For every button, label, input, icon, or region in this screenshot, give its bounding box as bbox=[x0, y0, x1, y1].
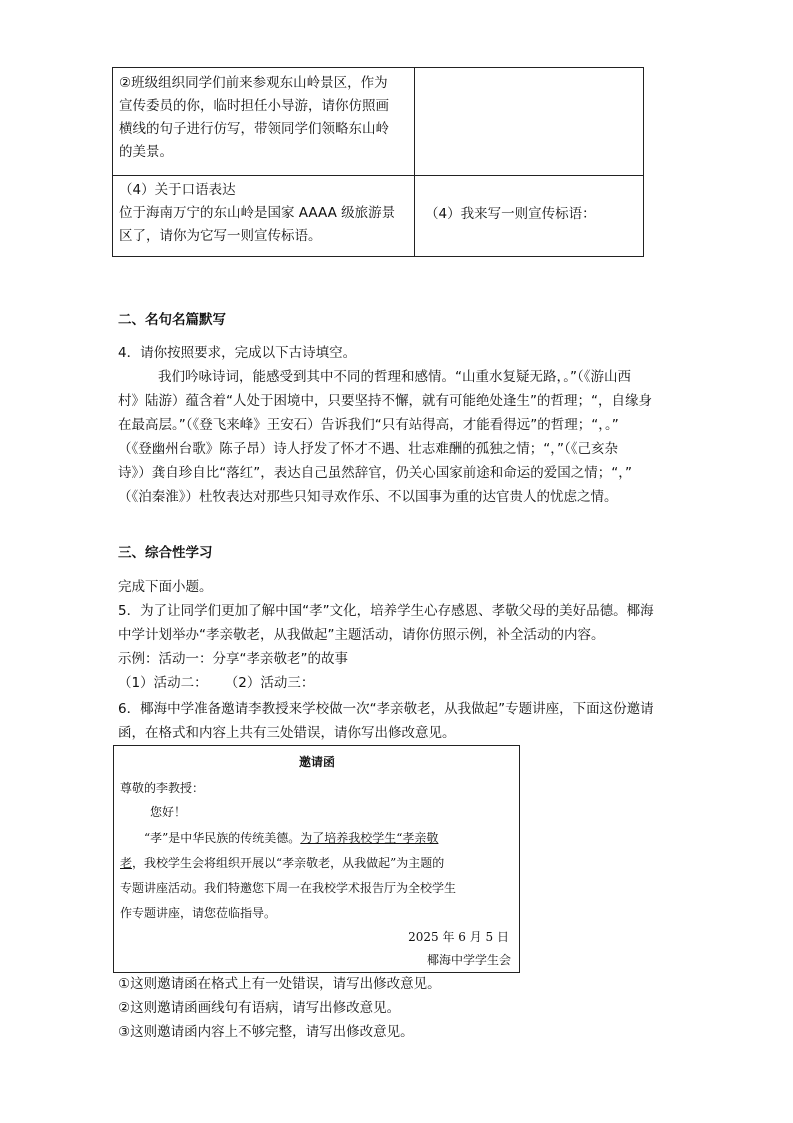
q4-line: 在最高层。”（《登飞来峰》王安石）告诉我们“只有站得高，才能看得远”的哲理；“，。” bbox=[118, 417, 619, 433]
q5-line: 5．为了让同学们更加了解中国“孝”文化，培养学生心存感恩、孝敬父母的美好品德。椰海 bbox=[118, 603, 654, 619]
section2-heading: 二、名句名篇默写 bbox=[118, 312, 226, 328]
table-row2-line: 区了，请你为它写一则宣传标语。 bbox=[119, 228, 322, 244]
table-row2-line: 位于海南万宁的东山岭是国家 AAAA 级旅游景 bbox=[119, 205, 396, 221]
table-row1-line: 的美景。 bbox=[119, 144, 173, 160]
q6-subquestion: ③这则邀请函内容上不够完整，请写出修改意见。 bbox=[118, 1024, 414, 1040]
letter-underlined-sentence: 为了培养我校学生“孝亲敬 bbox=[300, 831, 439, 845]
q4-line: 村》陆游）蕴含着“人处于困境中，只要坚持不懈，就有可能绝处逢生”的哲理；“，自缘身 bbox=[118, 393, 652, 409]
table-row2-left bbox=[119, 179, 395, 248]
table-row2-line: （4）关于口语表达 bbox=[119, 182, 236, 198]
letter-date: 2025 年 6 月 5 日 bbox=[408, 930, 509, 944]
q5-activities: （1）活动二： （2）活动三： bbox=[118, 675, 315, 691]
letter-body-line: 作专题讲座，请您莅临指导。 bbox=[120, 906, 277, 920]
q4-line: （《泊秦淮》）杜牧表达对那些只知寻欢作乐、不以国事为重的达官贵人的忧虑之情。 bbox=[118, 489, 618, 505]
table-row2-right: （4）我来写一则宣传标语： bbox=[425, 206, 596, 222]
q6-line: 函，在格式和内容上共有三处错误，请你写出修改意见。 bbox=[118, 725, 456, 741]
letter-body-line: 专题讲座活动。我们特邀您下周一在我校学术报告厅为全校学生 bbox=[120, 881, 457, 895]
letter-body1-text: “孝”是中华民族的传统美德。 bbox=[144, 831, 301, 845]
letter-greeting: 尊敬的李教授： bbox=[120, 781, 205, 795]
q6-subquestion: ①这则邀请函在格式上有一处错误，请写出修改意见。 bbox=[118, 976, 441, 992]
section3-intro: 完成下面小题。 bbox=[118, 579, 213, 595]
question-table bbox=[112, 67, 644, 257]
section3-heading: 三、综合性学习 bbox=[118, 545, 213, 561]
table-row1-line: ②班级组织同学们前来参观东山岭景区，作为 bbox=[119, 75, 388, 91]
q6-line: 6．椰海中学准备邀请李教授来学校做一次“孝亲敬老，从我做起”专题讲座，下面这份邀请 bbox=[118, 701, 654, 717]
table-divider-horizontal bbox=[113, 175, 643, 176]
letter-underlined-sentence-end: 老 bbox=[120, 856, 133, 870]
q6-subquestion: ②这则邀请函画线句有语病，请写出修改意见。 bbox=[118, 1000, 401, 1016]
q4-line: 我们吟咏诗词，能感受到其中不同的哲理和感情。“山重水复疑无路，。”（《游山西 bbox=[158, 369, 631, 385]
q5-line: 中学计划举办“孝亲敬老，从我做起”主题活动，请你仿照示例，补全活动的内容。 bbox=[118, 627, 605, 643]
letter-signature: 椰海中学学生会 bbox=[426, 953, 511, 967]
q4-title: 4．请你按照要求，完成以下古诗填空。 bbox=[118, 345, 357, 361]
table-row1-line: 横线的句子进行仿写，带领同学们领略东山岭 bbox=[119, 121, 389, 137]
q4-line: （《登幽州台歌》陈子昂）诗人抒发了怀才不遇、壮志难酬的孤独之情；“，”（《己亥杂 bbox=[118, 441, 618, 457]
invitation-letter bbox=[113, 745, 520, 973]
letter-hello: 您好！ bbox=[150, 805, 187, 819]
table-row1-left bbox=[119, 72, 389, 164]
letter-title: 邀请函 bbox=[299, 755, 336, 769]
letter-body2-text: ，我校学生会将组织开展以“孝亲敬老，从我做起”为主题的 bbox=[132, 856, 445, 870]
table-divider-vertical bbox=[414, 68, 415, 256]
letter-body-line bbox=[120, 828, 438, 848]
table-row1-line: 宣传委员的你，临时担任小导游，请你仿照画 bbox=[119, 98, 389, 114]
letter-body-line bbox=[120, 853, 444, 873]
q4-line: 诗》）龚自珍自比“落红”，表达自己虽然辞官，仍关心国家前途和命运的爱国之情；“，” bbox=[118, 465, 632, 481]
q5-example: 示例：活动一：分享“孝亲敬老”的故事 bbox=[118, 651, 348, 667]
